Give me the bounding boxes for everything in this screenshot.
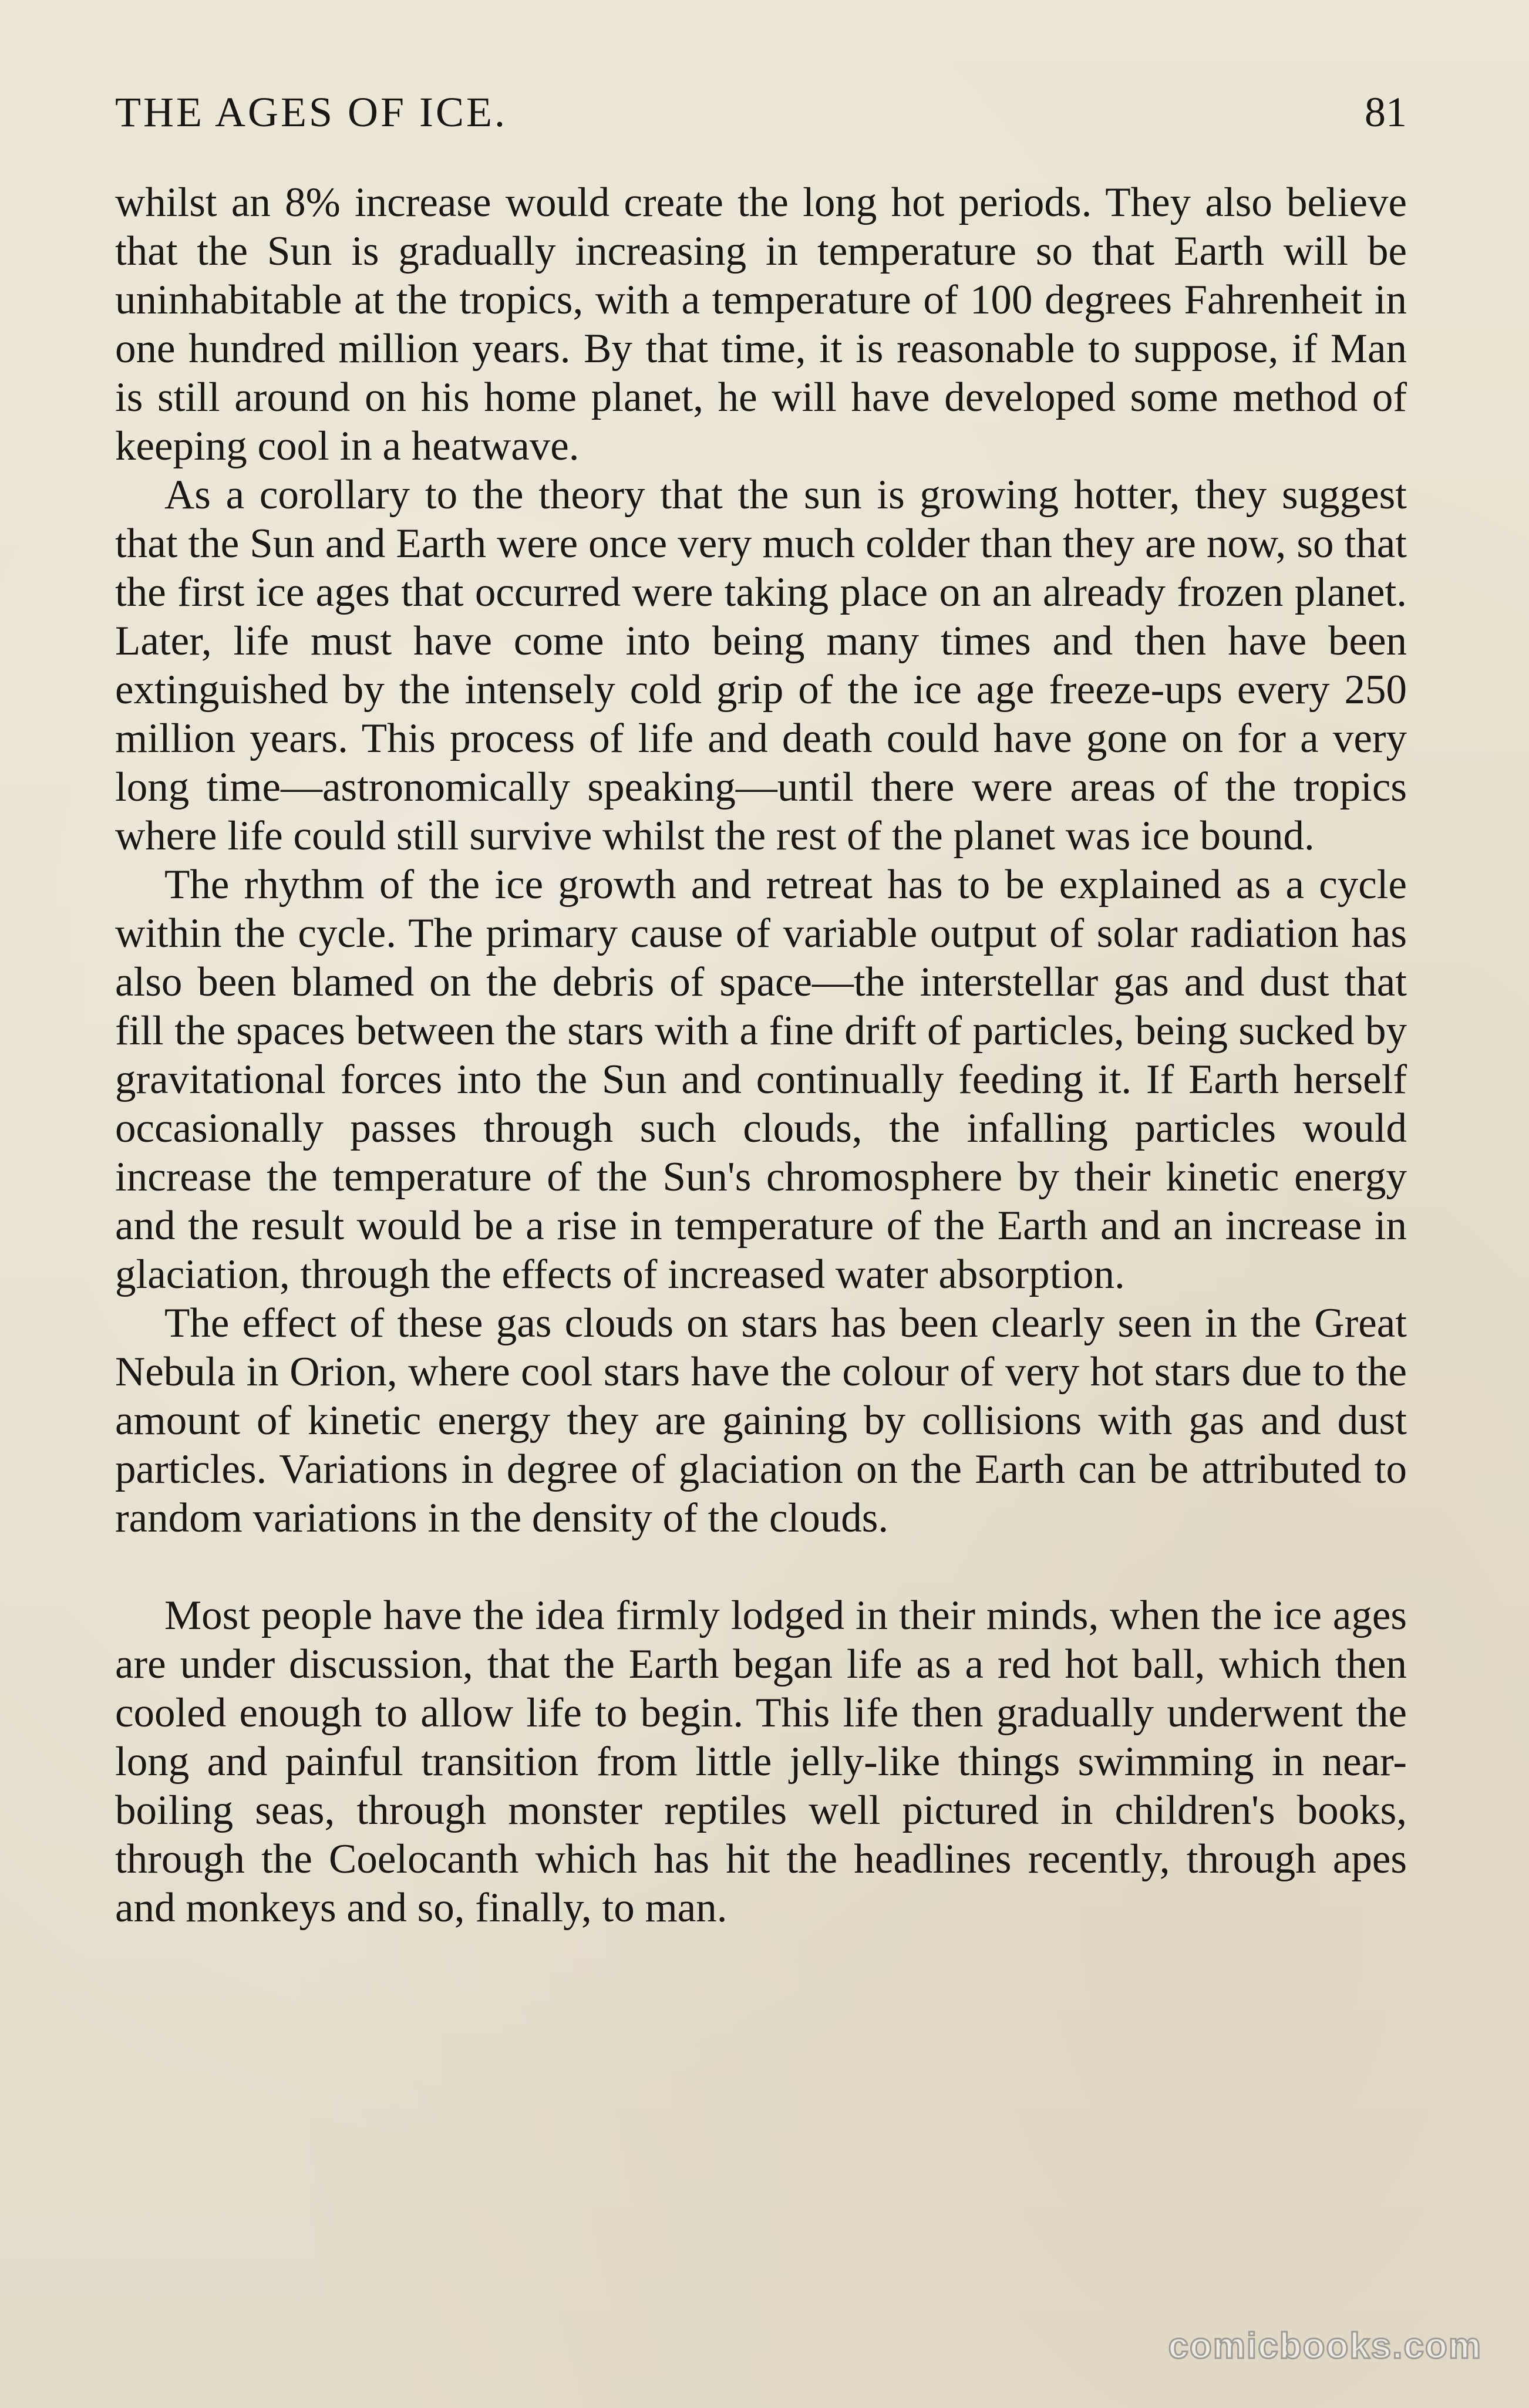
running-head: THE AGES OF ICE. [115, 89, 508, 136]
paragraph-3: The rhythm of the ice growth and retreat has to be explained as a cycle within the cycle. The primary cause of variable output of solar radiation has also been blamed on the debris of space—the interstellar gas and dust that fill the spaces between the stars with a fine drift of particles, being sucked by gravitational forces into the Sun and continually feeding it. If Earth herself occasionally passes through such clouds, the infalling particles would increase the temperature of the Sun's chromosphere by their kinetic energy and the result would be a rise in temperature of the Earth and an increase in glaciation, through the effects of increased water absorption. [115, 862, 1407, 1297]
paragraph-5: Most people have the idea firmly lodged in their minds, when the ice ages are under discussion, that the Earth began life as a red hot ball, which then cooled enough to allow life to begin. This life then gradually underwent the long and painful transition from little jelly-like things swimming in near-boiling seas, through monster reptiles well pictured in children's books, through the Coelocanth which has hit the headlines recently, through apes and monkeys and so, finally, to man. [115, 1593, 1407, 1931]
paragraph-2: As a corollary to the theory that the sun is growing hotter, they suggest that the Sun and Earth were once very much colder than they are now, so that the first ice ages that occurred were taking place on an already frozen planet. Later, life must have come into being many times and then have been extinguished by the intensely cold grip of the ice age freeze-ups every 250 million years. This process of life and death could have gone on for a very long time—astronomically speaking—until there were areas of the tropics where life could still survive whilst the rest of the planet was ice bound. [115, 472, 1407, 859]
body-text [115, 178, 1407, 1933]
watermark: comicbooks.com [1168, 2326, 1482, 2366]
paragraph-4: The effect of these gas clouds on stars has been clearly seen in the Great Nebula in Orion, where cool stars have the colour of very hot stars due to the amount of kinetic energy they are gaining by collisions with gas and dust particles. Variations in degree of glaciation on the Earth can be attributed to random variations in the density of the clouds. [115, 1300, 1407, 1541]
page-header [115, 88, 1407, 153]
page-number: 81 [1365, 89, 1407, 136]
paragraph-1: whilst an 8% increase would create the long hot periods. They also believe that the Sun is gradually increasing in temperature so that Earth will be uninhabitable at the tropics, with a temperature of 100 degrees Fahrenheit in one hundred million years. By that time, it is reasonable to suppose, if Man is still around on his home planet, he will have developed some method of keeping cool in a heatwave. [115, 180, 1407, 469]
